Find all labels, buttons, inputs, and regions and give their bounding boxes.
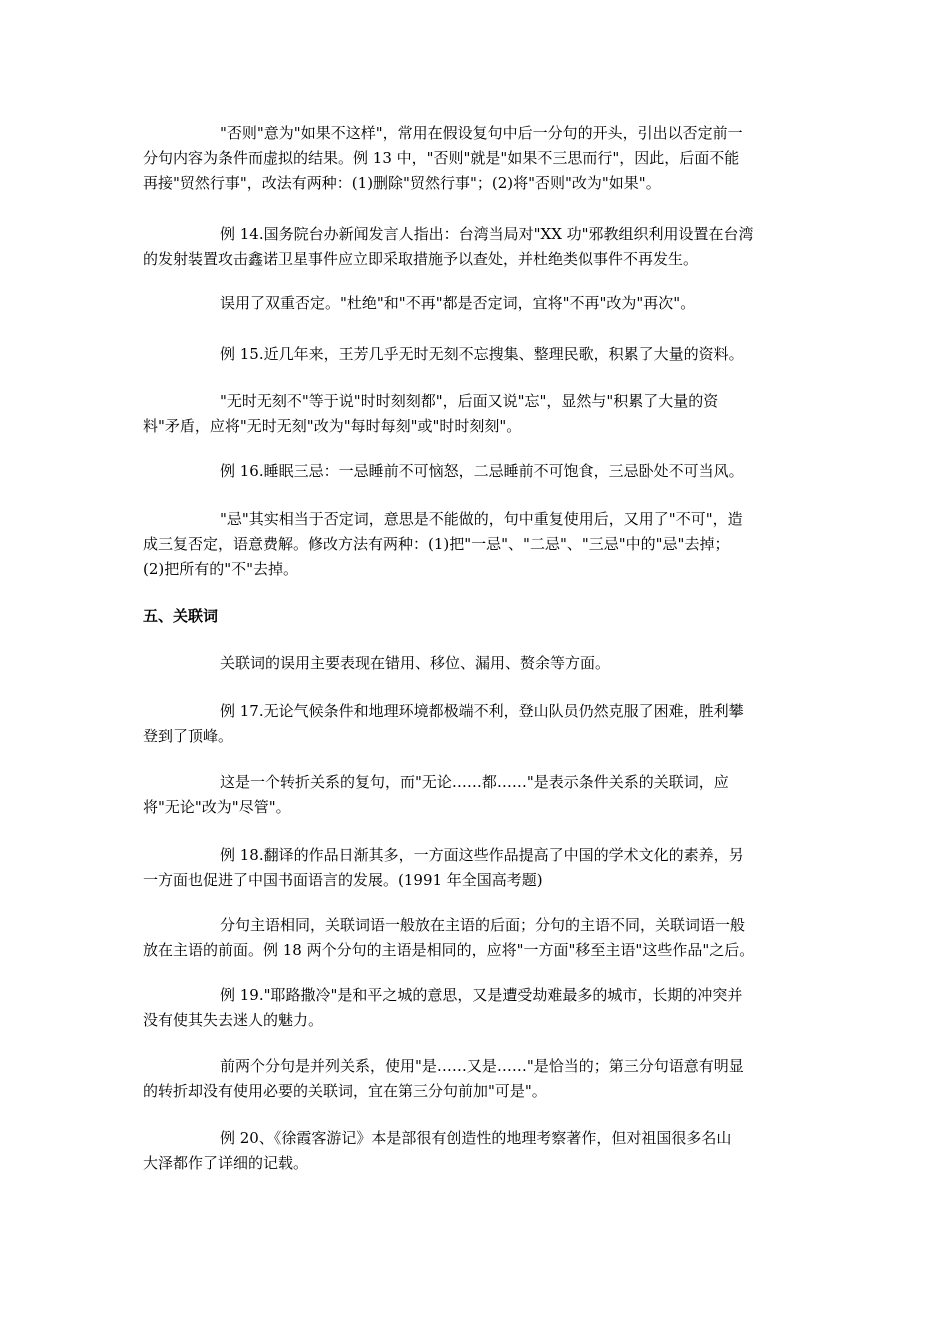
text-line: (2)把所有的"不"去掉。 (143, 560, 299, 578)
text-line: 分句内容为条件而虚拟的结果。例 13 中，"否则"就是"如果不三思而行"，因此，后面不能 (143, 149, 740, 167)
paragraph-12 (143, 913, 819, 963)
paragraph-3 (143, 291, 819, 316)
paragraph-5 (143, 389, 819, 439)
text-line: 误用了双重否定。"杜绝"和"不再"都是否定词，宜将"不再"改为"再次"。 (220, 294, 696, 312)
paragraph-2 (143, 222, 819, 272)
text-line: 例 18.翻译的作品日渐其多，一方面这些作品提高了中国的学术文化的素养，另 (220, 846, 744, 864)
text-line: 料"矛盾，应将"无时无刻"改为"每时每刻"或"时时刻刻"。 (143, 417, 522, 435)
paragraph-8 (143, 651, 819, 676)
text-line: 前两个分句是并列关系，使用"是……又是……"是恰当的；第三分句语意有明显 (220, 1057, 744, 1075)
paragraph-15 (143, 1126, 819, 1176)
paragraph-9 (143, 699, 819, 749)
text-line: "忌"其实相当于否定词，意思是不能做的，句中重复使用后，又用了"不可"，造 (220, 510, 743, 528)
text-line: 例 16.睡眠三忌：一忌睡前不可恼怒，二忌睡前不可饱食，三忌卧处不可当风。 (220, 462, 744, 480)
text-line: 没有使其失去迷人的魅力。 (143, 1011, 324, 1029)
paragraph-7 (143, 507, 819, 582)
text-line: 的发射装置攻击鑫诺卫星事件应立即采取措施予以查处，并杜绝类似事件不再发生。 (143, 250, 699, 268)
text-line: 分句主语相同，关联词语一般放在主语的后面；分句的主语不同，关联词语一般 (220, 916, 746, 934)
text-line: 例 15.近几年来，王芳几乎无时无刻不忘搜集、整理民歌，积累了大量的资料。 (220, 345, 744, 363)
text-line: 例 19."耶路撒冷"是和平之城的意思，又是遭受劫难最多的城市，长期的冲突并 (220, 986, 743, 1004)
text-line: 例 14.国务院台办新闻发言人指出：台湾当局对"XX 功"邪教组织利用设置在台湾 (220, 225, 754, 243)
text-line: "否则"意为"如果不这样"，常用在假设复句中后一分句的开头，引出以否定前一 (220, 124, 743, 142)
text-line: 再接"贸然行事"，改法有两种：(1)删除"贸然行事"；(2)将"否则"改为"如果"。 (143, 174, 661, 192)
text-line: 将"无论"改为"尽管"。 (143, 798, 291, 816)
text-line: 例 20、《徐霞客游记》本是部很有创造性的地理考察著作，但对祖国很多名山 (220, 1129, 732, 1147)
text-line: 的转折却没有使用必要的关联词，宜在第三分句前加"可是"。 (143, 1082, 547, 1100)
paragraph-14 (143, 1054, 819, 1104)
paragraph-10 (143, 770, 819, 820)
paragraph-4 (143, 342, 819, 367)
section-heading: 五、关联词 (143, 607, 219, 625)
text-line: "无时无刻不"等于说"时时刻刻都"，后面又说"忘"，显然与"积累了大量的资 (220, 392, 719, 410)
paragraph-6 (143, 459, 819, 484)
text-line: 关联词的误用主要表现在错用、移位、漏用、赘余等方面。 (220, 654, 611, 672)
text-line: 例 17.无论气候条件和地理环境都极端不利，登山队员仍然克服了困难，胜利攀 (220, 702, 744, 720)
text-line: 一方面也促进了中国书面语言的发展。(1991 年全国高考题) (143, 871, 543, 889)
text-line: 这是一个转折关系的复句，而"无论……都……"是表示条件关系的关联词，应 (220, 773, 729, 791)
paragraph-11 (143, 843, 819, 893)
text-line: 大泽都作了详细的记载。 (143, 1154, 309, 1172)
text-line: 登到了顶峰。 (143, 727, 234, 745)
paragraph-13 (143, 983, 819, 1033)
text-line: 成三复否定，语意费解。修改方法有两种：(1)把"一忌"、"二忌"、"三忌"中的"忌"去掉； (143, 535, 730, 553)
text-line: 放在主语的前面。例 18 两个分句的主语是相同的，应将"一方面"移至主语"这些作品"之后。 (143, 941, 755, 959)
paragraph-1 (143, 121, 819, 196)
